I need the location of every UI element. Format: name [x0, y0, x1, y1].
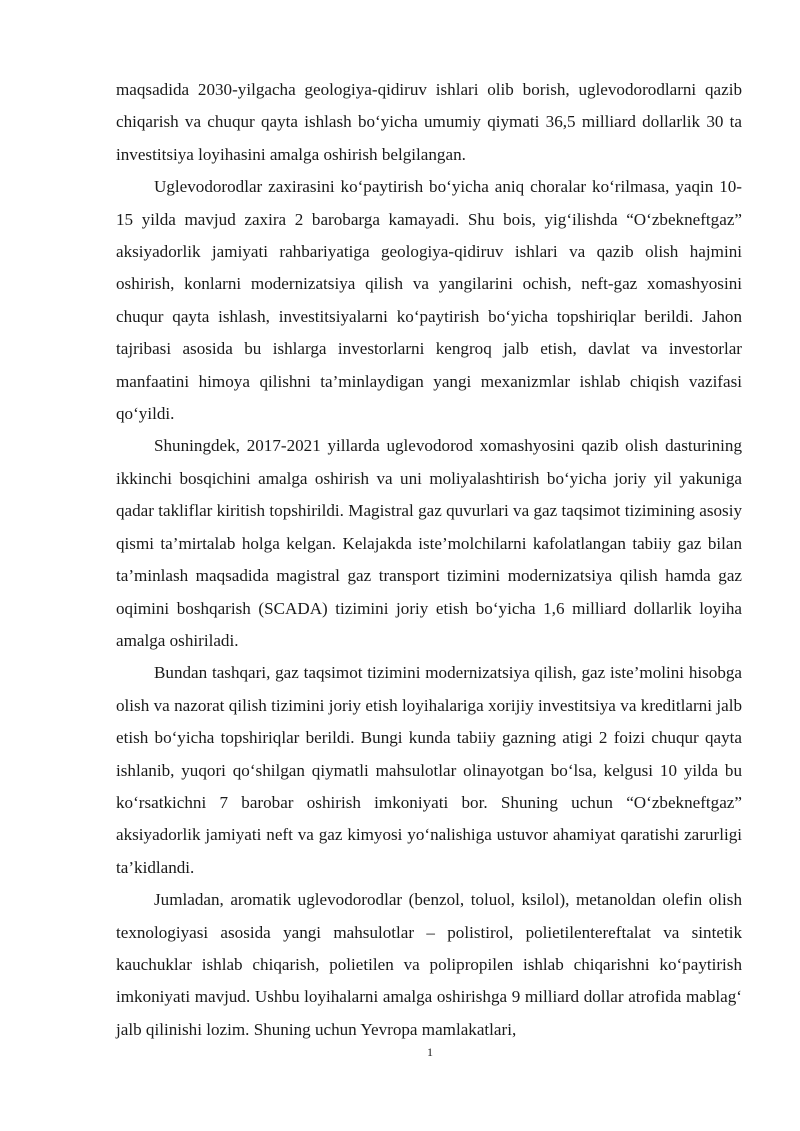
paragraph-4: Bundan tashqari, gaz taqsimot tizimini modernizatsiya qilish, gaz iste’molini hisobga olish va nazorat qilish tizimini joriy etish loyihalariga xorijiy investitsiya va kreditlarni jalb etish bo‘yicha topshiriqlar berildi. Bungi kunda tabiiy gazning atigi 2 foizi chuqur qayta ishlanib, yuqori qo‘shilgan qiymatli mahsulotlar olinayotgan bo‘lsa, kelgusi 10 yilda bu ko‘rsatkichni 7 barobar oshirish imkoniyati bor. Shuning uchun “O‘zbekneftgaz” aksiyadorlik jamiyati neft va gaz kimyosi yo‘nalishiga ustuvor ahamiyat qaratishi zarurligi ta’kidlandi.: [116, 663, 742, 877]
page-number: 1: [427, 1045, 433, 1059]
paragraph-3: Shuningdek, 2017-2021 yillarda uglevodorod xomashyosini qazib olish dasturining ikkinchi bosqichini amalga oshirish va uni moliyalashtirish bo‘yicha joriy yil yakuniga qadar takliflar kiritish topshirildi. Magistral gaz quvurlari va gaz taqsimot tizimining asosiy qismi ta’mirtalab holga kelgan. Kelajakda iste’molchilarni kafolatlangan tabiiy gaz bilan ta’minlash maqsadida magistral gaz transport tizimini modernizatsiya qilish hamda gaz oqimini boshqarish (SCADA) tizimini joriy etish bo‘yicha 1,6 milliard dollarlik loyiha amalga oshiriladi.: [116, 436, 742, 650]
paragraph-1: maqsadida 2030-yilgacha geologiya-qidiruv ishlari olib borish, uglevodorodlarni qazib chiqarish va chuqur qayta ishlash bo‘yicha umumiy qiymati 36,5 milliard dollarlik 30 ta investitsiya loyihasini amalga oshirish belgilangan.: [116, 80, 742, 164]
paragraph-2: Uglevodorodlar zaxirasini ko‘paytirish bo‘yicha aniq choralar ko‘rilmasa, yaqin 10-15 yilda mavjud zaxira 2 barobarga kamayadi. Shu bois, yig‘ilishda “O‘zbekneftgaz” aksiyadorlik jamiyati rahbariyatiga geologiya-qidiruv ishlari va qazib olish hajmini oshirish, konlarni modernizatsiya qilish va yangilarini ochish, neft-gaz xomashyosini chuqur qayta ishlash, investitsiyalarni ko‘paytirish bo‘yicha topshiriqlar berildi. Jahon tajribasi asosida bu ishlarga investorlarni kengroq jalb etish, davlat va investorlar manfaatini himoya qilishni ta’minlaydigan yangi mexanizmlar ishlab chiqish vazifasi qo‘yildi.: [116, 177, 742, 424]
body-text: [116, 74, 742, 1046]
paragraph-5: Jumladan, aromatik uglevodorodlar (benzol, toluol, ksilol), metanoldan olefin olish texnologiyasi asosida yangi mahsulotlar – polistirol, polietilentereftalat va sintetik kauchuklar ishlab chiqarish, polietilen va polipropilen ishlab chiqarishni ko‘paytirish imkoniyati mavjud. Ushbu loyihalarni amalga oshirishga 9 milliard dollar atrofida mablag‘ jalb qilinishi lozim. Shuning uchun Yevropa mamlakatlari,: [116, 890, 742, 1039]
